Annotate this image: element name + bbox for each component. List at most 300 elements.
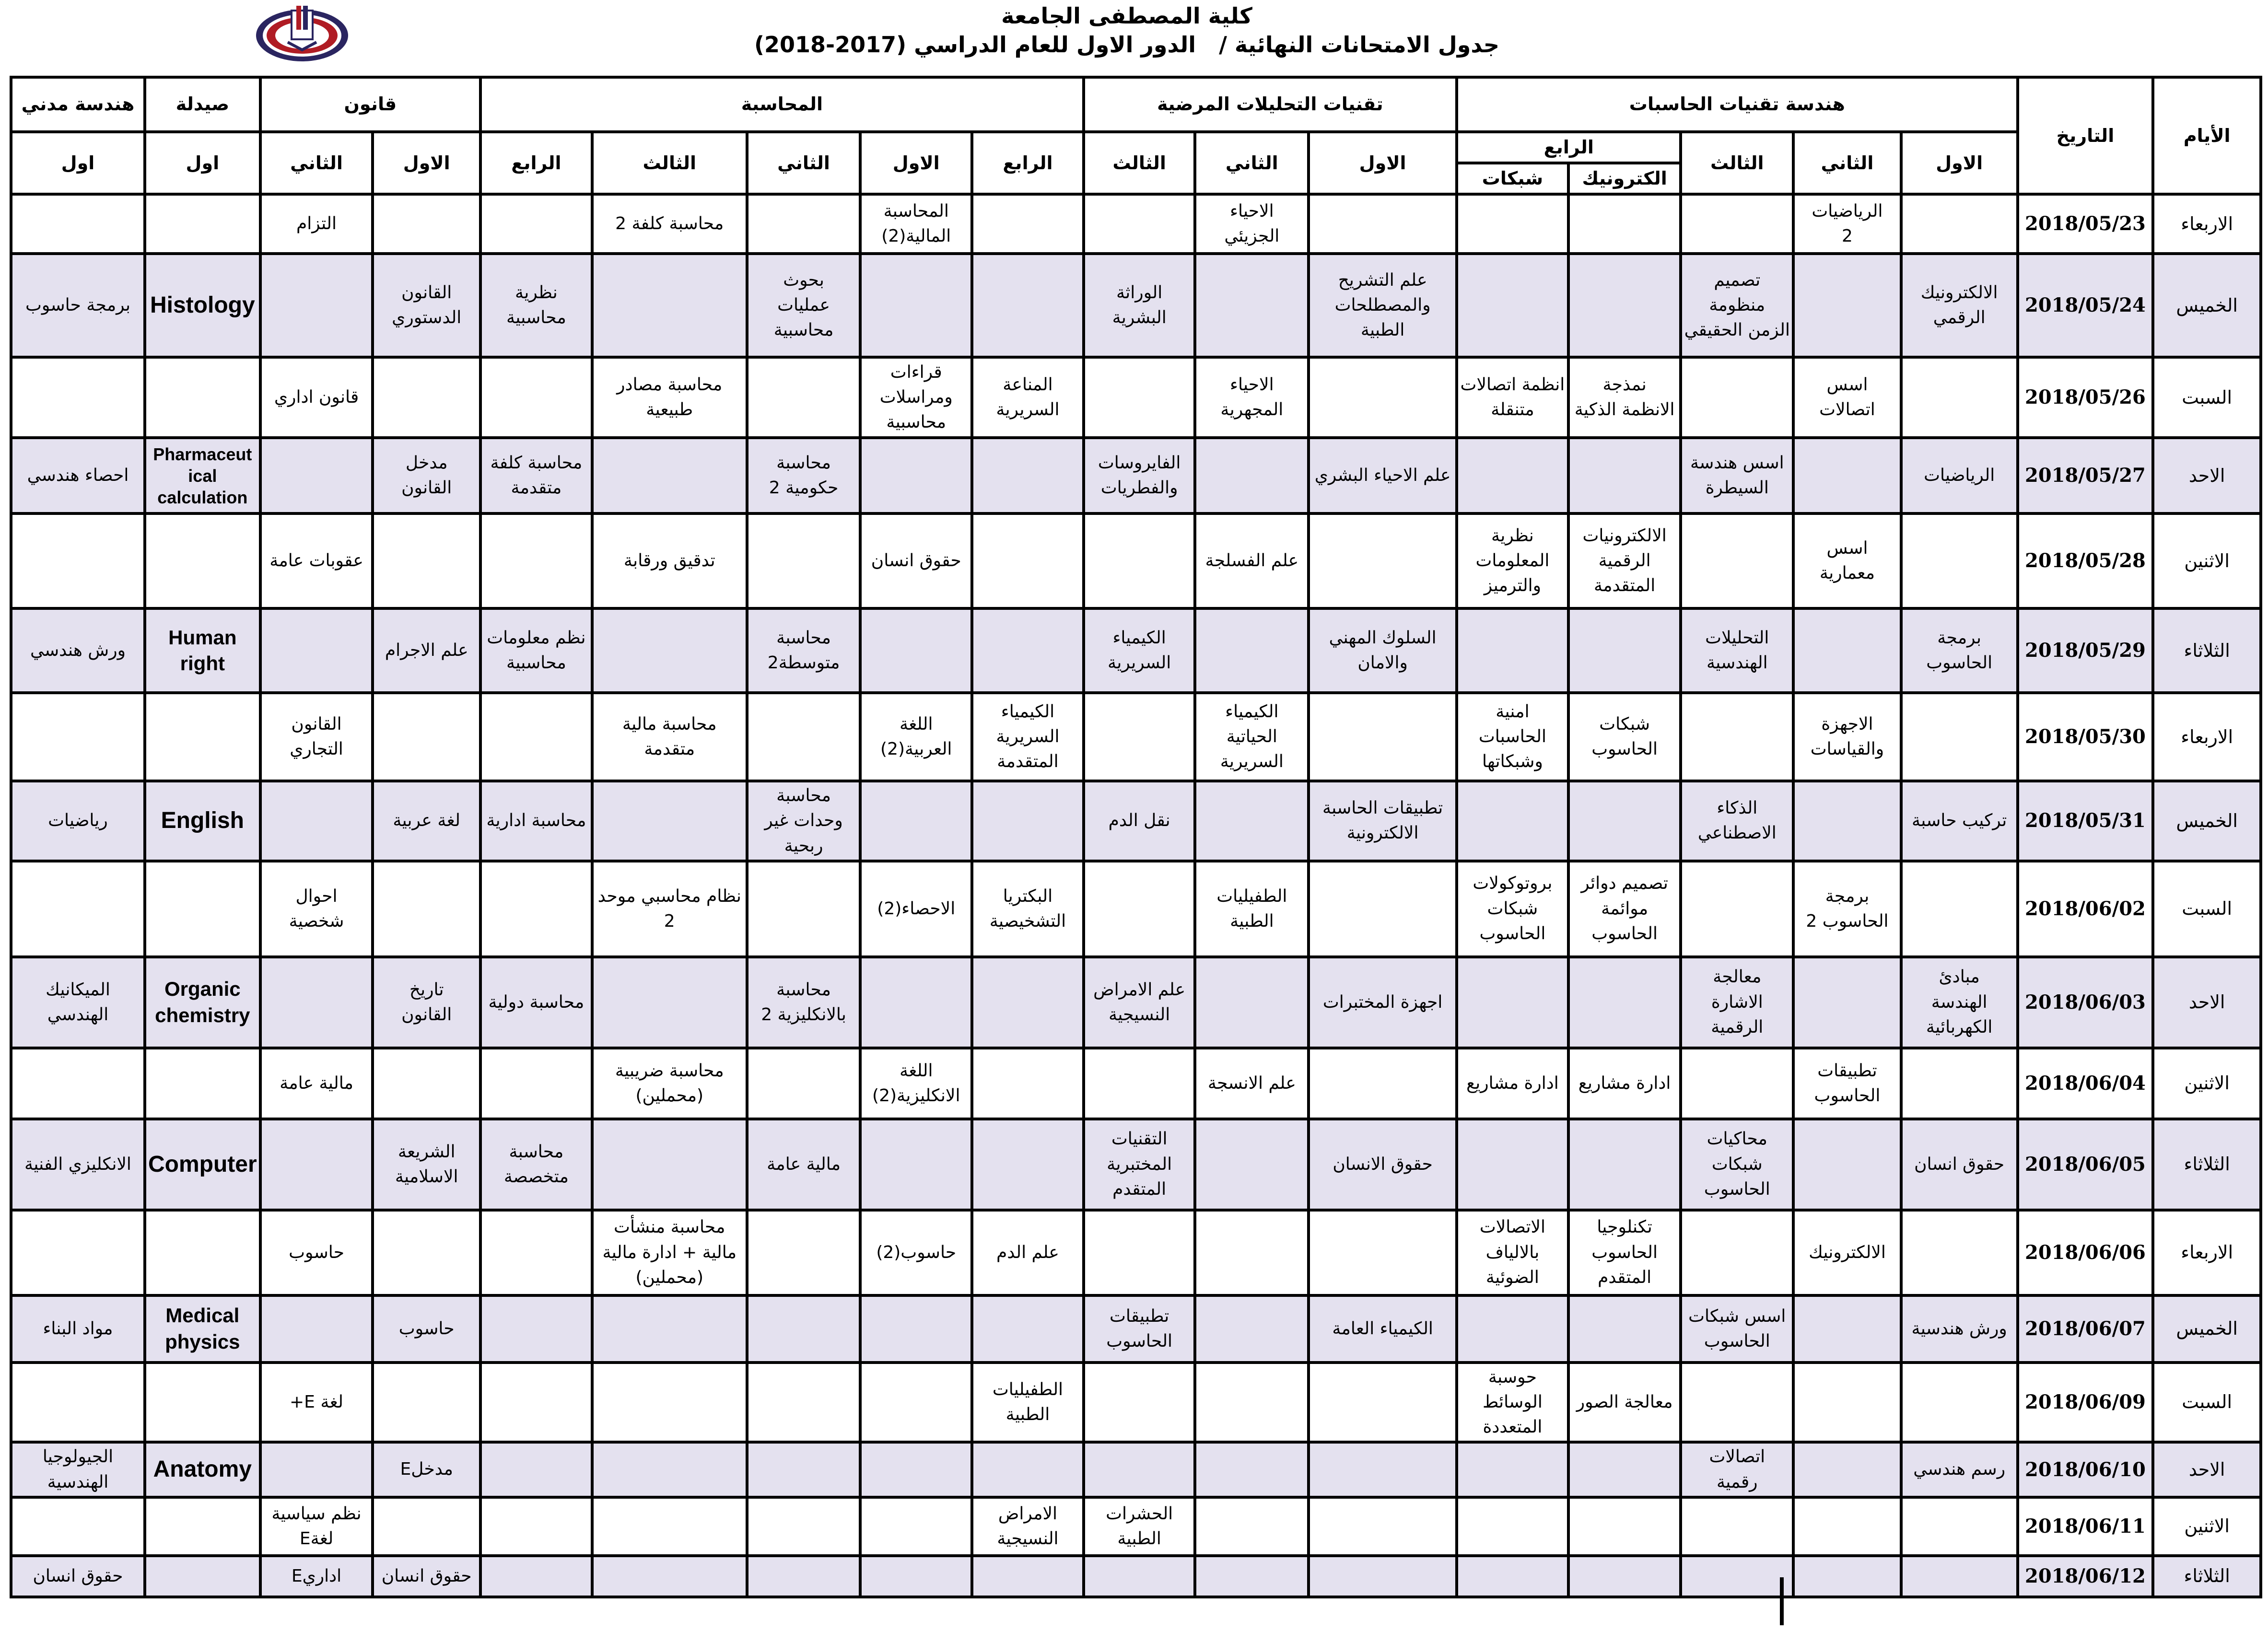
exam-subject-cell xyxy=(1084,513,1195,608)
exam-subject-cell xyxy=(480,861,592,957)
exam-subject-cell xyxy=(747,1210,861,1295)
exam-subject-cell: تركيب حاسبة xyxy=(1901,781,2018,861)
date-cell: 2018/06/02 xyxy=(2018,861,2153,957)
exam-subject-cell xyxy=(860,1363,972,1443)
exam-subject-cell xyxy=(1681,693,1793,781)
exam-subject-cell xyxy=(1457,1119,1568,1210)
exam-subject-cell xyxy=(1793,1497,1901,1556)
exam-subject-cell: Human right xyxy=(145,608,260,693)
table-row xyxy=(11,1497,2261,1556)
table-row xyxy=(11,357,2261,438)
stage-header: الثالث xyxy=(592,132,747,194)
exam-subject-cell: الميكانيك الهندسي xyxy=(11,957,145,1048)
exam-subject-cell xyxy=(860,1442,972,1497)
exam-subject-cell xyxy=(1901,1556,2018,1597)
exam-subject-cell xyxy=(1195,1442,1309,1497)
exam-subject-cell xyxy=(145,1497,260,1556)
table-row xyxy=(11,438,2261,513)
exam-subject-cell xyxy=(1195,1556,1309,1597)
date-column-header: التاريخ xyxy=(2018,77,2153,194)
exam-subject-cell xyxy=(1309,1442,1457,1497)
table-row xyxy=(11,1363,2261,1443)
exam-subject-cell: مالية عامة xyxy=(260,1048,373,1119)
exam-subject-cell: علم الدم xyxy=(972,1210,1084,1295)
exam-subject-cell xyxy=(747,194,861,254)
exam-subject-cell xyxy=(972,1556,1084,1597)
exam-subject-cell xyxy=(1457,781,1568,861)
exam-subject-cell xyxy=(1457,1295,1568,1363)
exam-subject-cell: مالية عامة xyxy=(747,1119,861,1210)
exam-subject-cell: علم التشريح والمصطلحات الطبية xyxy=(1309,254,1457,357)
exam-subject-cell xyxy=(1901,693,2018,781)
exam-subject-cell xyxy=(1901,357,2018,438)
exam-subject-cell xyxy=(1084,1210,1195,1295)
exam-subject-cell: حقوق الانسان xyxy=(1309,1119,1457,1210)
exam-subject-cell: الطفيليات الطبية xyxy=(972,1363,1084,1443)
exam-subject-cell: اسس هندسة السيطرة xyxy=(1681,438,1793,513)
exam-subject-cell: علم الاجرام xyxy=(373,608,480,693)
exam-subject-cell: تطبيقات الحاسوب xyxy=(1084,1295,1195,1363)
exam-subject-cell: تطبيقات الحاسوب xyxy=(1793,1048,1901,1119)
exam-subject-cell xyxy=(260,1295,373,1363)
exam-subject-cell: محاسبة متوسطة2 xyxy=(747,608,861,693)
exam-subject-cell: تاريخ القانون xyxy=(373,957,480,1048)
exam-subject-cell xyxy=(592,781,747,861)
date-cell: 2018/06/04 xyxy=(2018,1048,2153,1119)
exam-subject-cell xyxy=(1901,513,2018,608)
exam-subject-cell xyxy=(747,513,861,608)
college-logo-icon xyxy=(254,4,350,63)
exam-subject-cell xyxy=(1457,1497,1568,1556)
exam-subject-cell xyxy=(1568,957,1681,1048)
exam-subject-cell xyxy=(260,1119,373,1210)
exam-subject-cell: التحليلات الهندسية xyxy=(1681,608,1793,693)
exam-subject-cell xyxy=(972,1295,1084,1363)
exam-subject-cell: الالكترونيك الرقمي xyxy=(1901,254,2018,357)
exam-subject-cell: Medical physics xyxy=(145,1295,260,1363)
exam-subject-cell xyxy=(592,957,747,1048)
exam-subject-cell xyxy=(1793,1442,1901,1497)
day-cell: الثلاثاء xyxy=(2153,1119,2261,1210)
exam-subject-cell xyxy=(747,1442,861,1497)
table-row xyxy=(11,1295,2261,1363)
exam-subject-cell: علم الامراض النسيجية xyxy=(1084,957,1195,1048)
exam-subject-cell: تصميم دوائر موائمة الحاسوب xyxy=(1568,861,1681,957)
exam-subject-cell xyxy=(1309,1210,1457,1295)
dept-computer-engineering: هندسة تقنيات الحاسبات xyxy=(1457,77,2017,132)
exam-subject-cell xyxy=(1084,861,1195,957)
exam-subject-cell: الامراض النسيجية xyxy=(972,1497,1084,1556)
days-column-header: الأيام xyxy=(2153,77,2261,194)
exam-subject-cell xyxy=(1681,1497,1793,1556)
exam-subject-cell: اسس معمارية xyxy=(1793,513,1901,608)
date-cell: 2018/05/26 xyxy=(2018,357,2153,438)
date-cell: 2018/06/05 xyxy=(2018,1119,2153,1210)
exam-subject-cell xyxy=(373,861,480,957)
date-cell: 2018/06/06 xyxy=(2018,1210,2153,1295)
exam-subject-cell xyxy=(1681,357,1793,438)
exam-subject-cell: تصميم منظومة الزمن الحقيقي xyxy=(1681,254,1793,357)
exam-subject-cell xyxy=(860,1295,972,1363)
exam-subject-cell xyxy=(592,1556,747,1597)
day-cell: الخميس xyxy=(2153,254,2261,357)
exam-subject-cell xyxy=(373,1363,480,1443)
exam-subject-cell: علم الفسلجة xyxy=(1195,513,1309,608)
exam-subject-cell xyxy=(1901,1497,2018,1556)
exam-subject-cell: محاسبة كلفة 2 xyxy=(592,194,747,254)
exam-subject-cell: لغة عربية xyxy=(373,781,480,861)
exam-subject-cell: الطفيليات الطبية xyxy=(1195,861,1309,957)
exam-subject-cell xyxy=(972,1119,1084,1210)
branch-header-electronics: الكترونيك xyxy=(1568,163,1681,194)
exam-subject-cell xyxy=(11,357,145,438)
exam-subject-cell: اتصالات رقمية xyxy=(1681,1442,1793,1497)
exam-subject-cell xyxy=(145,861,260,957)
exam-subject-cell: نظام محاسبي موحد 2 xyxy=(592,861,747,957)
exam-subject-cell xyxy=(1195,438,1309,513)
exam-subject-cell: محاسبة حكومية 2 xyxy=(747,438,861,513)
exam-subject-cell xyxy=(592,254,747,357)
exam-subject-cell: شبكات الحاسوب xyxy=(1568,693,1681,781)
exam-subject-cell: عقوبات عامة xyxy=(260,513,373,608)
table-row xyxy=(11,254,2261,357)
exam-subject-cell: الاحياء الجزيئي xyxy=(1195,194,1309,254)
exam-subject-cell: السلوك المهني والامان xyxy=(1309,608,1457,693)
day-cell: الاثنين xyxy=(2153,513,2261,608)
date-cell: 2018/05/24 xyxy=(2018,254,2153,357)
exam-subject-cell: نظرية محاسبية xyxy=(480,254,592,357)
exam-subject-cell xyxy=(260,957,373,1048)
exam-subject-cell xyxy=(1793,1363,1901,1443)
exam-subject-cell xyxy=(11,693,145,781)
exam-subject-cell: القانون الدستوري xyxy=(373,254,480,357)
exam-subject-cell xyxy=(1309,1048,1457,1119)
exam-subject-cell xyxy=(480,1497,592,1556)
exam-subject-cell xyxy=(1309,861,1457,957)
exam-subject-cell xyxy=(1793,1556,1901,1597)
exam-subject-cell xyxy=(480,1210,592,1295)
college-name: كلية المصطفى الجامعة xyxy=(1001,3,1252,29)
exam-subject-cell xyxy=(747,1497,861,1556)
exam-subject-cell xyxy=(1084,1442,1195,1497)
exam-subject-cell xyxy=(1901,1048,2018,1119)
day-cell: الاربعاء xyxy=(2153,1210,2261,1295)
dept-accounting: المحاسبة xyxy=(480,77,1084,132)
exam-subject-cell xyxy=(972,438,1084,513)
stage-header: اول xyxy=(145,132,260,194)
exam-subject-cell: ادارة مشاريع xyxy=(1568,1048,1681,1119)
stage-header: الرابع xyxy=(972,132,1084,194)
day-cell: الاحد xyxy=(2153,957,2261,1048)
exam-subject-cell xyxy=(1457,608,1568,693)
exam-subject-cell: ورش هندسية xyxy=(1901,1295,2018,1363)
day-cell: الاحد xyxy=(2153,438,2261,513)
exam-subject-cell: الكيمياء العامة xyxy=(1309,1295,1457,1363)
exam-subject-cell xyxy=(1195,608,1309,693)
exam-subject-cell: تدقيق ورقابة xyxy=(592,513,747,608)
exam-subject-cell: الالكترونيك xyxy=(1793,1210,1901,1295)
exam-subject-cell xyxy=(1084,1556,1195,1597)
exam-subject-cell: معالجة الاشارة الرقمية xyxy=(1681,957,1793,1048)
exam-subject-cell xyxy=(480,1556,592,1597)
date-cell: 2018/05/29 xyxy=(2018,608,2153,693)
day-cell: الاحد xyxy=(2153,1442,2261,1497)
exam-subject-cell xyxy=(1457,194,1568,254)
exam-subject-cell: محاسبة منشأت مالية + ادارة مالية (محملين) xyxy=(592,1210,747,1295)
exam-subject-cell xyxy=(1681,1210,1793,1295)
exam-subject-cell: محاسبة ادارية xyxy=(480,781,592,861)
date-cell: 2018/06/09 xyxy=(2018,1363,2153,1443)
exam-subject-cell: علم الانسجة xyxy=(1195,1048,1309,1119)
day-cell: الاربعاء xyxy=(2153,194,2261,254)
exam-subject-cell xyxy=(11,1497,145,1556)
exam-subject-cell xyxy=(747,1556,861,1597)
exam-subject-cell xyxy=(1195,254,1309,357)
exam-subject-cell xyxy=(972,1048,1084,1119)
date-cell: 2018/06/12 xyxy=(2018,1556,2153,1597)
exam-subject-cell: اسس اتصالات xyxy=(1793,357,1901,438)
dept-law: قانون xyxy=(260,77,480,132)
exam-subject-cell: امنية الحاسبات وشبكاتها xyxy=(1457,693,1568,781)
exam-subject-cell xyxy=(747,1295,861,1363)
exam-subject-cell xyxy=(1793,1295,1901,1363)
exam-subject-cell: الكيمياء السريرية المتقدمة xyxy=(972,693,1084,781)
exam-subject-cell: المحاسبة المالية(2) xyxy=(860,194,972,254)
exam-subject-cell xyxy=(145,693,260,781)
exam-subject-cell xyxy=(1681,513,1793,608)
exam-subject-cell xyxy=(373,357,480,438)
exam-subject-cell: الاحصاء(2) xyxy=(860,861,972,957)
day-cell: الاثنين xyxy=(2153,1497,2261,1556)
stage-header: الثالث xyxy=(1681,132,1793,194)
exam-subject-cell: حقوق انسان xyxy=(860,513,972,608)
table-row xyxy=(11,781,2261,861)
table-row xyxy=(11,957,2261,1048)
stage-header: الثاني xyxy=(1195,132,1309,194)
exam-subject-cell xyxy=(1457,1556,1568,1597)
exam-subject-cell: نظم معلومات محاسبية xyxy=(480,608,592,693)
exam-subject-cell: محاسبة دولية xyxy=(480,957,592,1048)
exam-subject-cell xyxy=(1793,781,1901,861)
day-cell: السبت xyxy=(2153,357,2261,438)
exam-subject-cell xyxy=(480,1442,592,1497)
exam-subject-cell: الشريعة الاسلامية xyxy=(373,1119,480,1210)
exam-subject-cell xyxy=(1568,1295,1681,1363)
exam-subject-cell xyxy=(1309,357,1457,438)
exam-subject-cell: نظرية المعلومات والترميز xyxy=(1457,513,1568,608)
exam-subject-cell xyxy=(373,693,480,781)
exam-subject-cell xyxy=(145,1048,260,1119)
exam-subject-cell xyxy=(1568,438,1681,513)
exam-subject-cell: معالجة الصور xyxy=(1568,1363,1681,1443)
exam-subject-cell: ورش هندسي xyxy=(11,608,145,693)
exam-subject-cell xyxy=(11,1363,145,1443)
exam-subject-cell xyxy=(592,608,747,693)
divider-line xyxy=(1780,1577,1784,1625)
exam-subject-cell xyxy=(480,357,592,438)
exam-subject-cell xyxy=(1309,1556,1457,1597)
exam-subject-cell xyxy=(1568,254,1681,357)
stage-header: الاول xyxy=(1309,132,1457,194)
exam-subject-cell xyxy=(260,608,373,693)
exam-subject-cell xyxy=(972,781,1084,861)
table-row xyxy=(11,608,2261,693)
exam-subject-cell xyxy=(1084,357,1195,438)
exam-subject-cell xyxy=(145,513,260,608)
exam-subject-cell xyxy=(1681,1556,1793,1597)
exam-subject-cell: الجيولوجيا الهندسية xyxy=(11,1442,145,1497)
exam-subject-cell: الانكليزي الفنية xyxy=(11,1119,145,1210)
exam-subject-cell xyxy=(480,1363,592,1443)
exam-subject-cell xyxy=(1793,957,1901,1048)
exam-subject-cell xyxy=(1195,1295,1309,1363)
day-cell: السبت xyxy=(2153,1363,2261,1443)
exam-subject-cell: محاسبة مالية متقدمة xyxy=(592,693,747,781)
exam-subject-cell: محاسبة مصادر طبيعية xyxy=(592,357,747,438)
exam-subject-cell xyxy=(747,1048,861,1119)
exam-subject-cell: مواد البناء xyxy=(11,1295,145,1363)
exam-subject-cell xyxy=(1681,1363,1793,1443)
exam-subject-cell: البكتريا التشخيصية xyxy=(972,861,1084,957)
dept-pathology-analysis: تقنيات التحليلات المرضية xyxy=(1084,77,1457,132)
exam-subject-cell xyxy=(972,608,1084,693)
exam-subject-cell: ادارة مشاريع xyxy=(1457,1048,1568,1119)
date-cell: 2018/05/30 xyxy=(2018,693,2153,781)
exam-subject-cell: برمجة الحاسوب 2 xyxy=(1793,861,1901,957)
table-row xyxy=(11,1119,2261,1210)
exam-subject-cell: قراءات ومراسلات محاسبية xyxy=(860,357,972,438)
exam-schedule-table xyxy=(10,76,2262,1598)
exam-subject-cell xyxy=(1568,1497,1681,1556)
exam-subject-cell xyxy=(480,513,592,608)
exam-subject-cell xyxy=(1084,693,1195,781)
exam-subject-cell: مبادئ الهندسة الكهربائية xyxy=(1901,957,2018,1048)
date-cell: 2018/05/23 xyxy=(2018,194,2153,254)
date-cell: 2018/05/31 xyxy=(2018,781,2153,861)
exam-subject-cell: القانون التجاري xyxy=(260,693,373,781)
exam-subject-cell: الاتصالات بالالياف الضوئية xyxy=(1457,1210,1568,1295)
exam-subject-cell xyxy=(972,1442,1084,1497)
exam-subject-cell: تكنلوجيا الحاسوب المتقدم xyxy=(1568,1210,1681,1295)
exam-subject-cell xyxy=(860,254,972,357)
exam-subject-cell: قانون اداري xyxy=(260,357,373,438)
table-row xyxy=(11,513,2261,608)
exam-subject-cell xyxy=(1084,194,1195,254)
stage-header: الاول xyxy=(1901,132,2018,194)
exam-subject-cell: محاكيات شبكات الحاسوب xyxy=(1681,1119,1793,1210)
exam-subject-cell: برمجة حاسوب xyxy=(11,254,145,357)
dept-pharmacy: صيدلة xyxy=(145,77,260,132)
exam-subject-cell xyxy=(972,957,1084,1048)
exam-subject-cell xyxy=(860,1556,972,1597)
exam-subject-cell xyxy=(860,438,972,513)
exam-subject-cell: رياضيات xyxy=(11,781,145,861)
exam-subject-cell: اجهزة المختبرات xyxy=(1309,957,1457,1048)
exam-subject-cell: Histology xyxy=(145,254,260,357)
exam-subject-cell: حقوق انسان xyxy=(373,1556,480,1597)
exam-subject-cell xyxy=(373,513,480,608)
dept-civil-engineering: هندسة مدني xyxy=(11,77,145,132)
stage-header: اول xyxy=(11,132,145,194)
exam-subject-cell: علم الاحياء البشري xyxy=(1309,438,1457,513)
exam-subject-cell xyxy=(1309,513,1457,608)
exam-subject-cell xyxy=(260,781,373,861)
exam-subject-cell: نقل الدم xyxy=(1084,781,1195,861)
exam-subject-cell: اسس شبكات الحاسوب xyxy=(1681,1295,1793,1363)
exam-subject-cell xyxy=(145,1210,260,1295)
exam-subject-cell: بحوث عمليات محاسبية xyxy=(747,254,861,357)
exam-subject-cell: الاجهزة والقياسات xyxy=(1793,693,1901,781)
exam-subject-cell: Computer xyxy=(145,1119,260,1210)
exam-subject-cell: الكيمياء السريرية xyxy=(1084,608,1195,693)
exam-subject-cell xyxy=(1901,861,2018,957)
exam-subject-cell xyxy=(592,1442,747,1497)
exam-subject-cell: الحشرات الطبية xyxy=(1084,1497,1195,1556)
exam-subject-cell: بروتوكولات شبكات الحاسوب xyxy=(1457,861,1568,957)
exam-subject-cell: لغة E+ xyxy=(260,1363,373,1443)
exam-subject-cell xyxy=(972,254,1084,357)
exam-subject-cell xyxy=(1793,438,1901,513)
day-cell: الاثنين xyxy=(2153,1048,2261,1119)
exam-subject-cell: الذكاء الاصطناعي xyxy=(1681,781,1793,861)
exam-subject-cell: احصاء هندسي xyxy=(11,438,145,513)
exam-subject-cell: انظمة اتصالات متنقلة xyxy=(1457,357,1568,438)
date-cell: 2018/05/27 xyxy=(2018,438,2153,513)
stage-header: الثاني xyxy=(747,132,861,194)
day-cell: الاربعاء xyxy=(2153,693,2261,781)
table-row xyxy=(11,1210,2261,1295)
exam-subject-cell xyxy=(11,513,145,608)
page-header xyxy=(0,0,2268,72)
exam-subject-cell: Pharmaceut ical calculation xyxy=(145,438,260,513)
exam-subject-cell xyxy=(373,1048,480,1119)
exam-subject-cell: مدخلE xyxy=(373,1442,480,1497)
exam-subject-cell xyxy=(860,957,972,1048)
exam-subject-cell: الوراثة البشرية xyxy=(1084,254,1195,357)
exam-subject-cell xyxy=(260,1442,373,1497)
exam-subject-cell xyxy=(1457,254,1568,357)
exam-subject-cell xyxy=(747,693,861,781)
exam-subject-cell xyxy=(592,1295,747,1363)
date-cell: 2018/06/07 xyxy=(2018,1295,2153,1363)
exam-subject-cell xyxy=(860,781,972,861)
exam-subject-cell xyxy=(860,1119,972,1210)
exam-subject-cell: التزام xyxy=(260,194,373,254)
exam-subject-cell xyxy=(1568,608,1681,693)
exam-subject-cell xyxy=(11,861,145,957)
day-cell: الخميس xyxy=(2153,781,2261,861)
table-header xyxy=(11,77,2261,194)
branch-header-networks: شبكات xyxy=(1457,163,1568,194)
exam-subject-cell xyxy=(860,608,972,693)
exam-subject-cell: الاحياء المجهرية xyxy=(1195,357,1309,438)
exam-subject-cell: محاسبة متخصصة xyxy=(480,1119,592,1210)
exam-subject-cell xyxy=(1084,1048,1195,1119)
exam-subject-cell: برمجة الحاسوب xyxy=(1901,608,2018,693)
exam-subject-cell xyxy=(592,1119,747,1210)
exam-subject-cell: نظم سياسية لغةE xyxy=(260,1497,373,1556)
exam-subject-cell xyxy=(1901,1363,2018,1443)
exam-subject-cell: حاسوب xyxy=(260,1210,373,1295)
exam-subject-cell xyxy=(1195,1119,1309,1210)
exam-subject-cell xyxy=(11,1210,145,1295)
exam-subject-cell xyxy=(145,1363,260,1443)
date-cell: 2018/06/03 xyxy=(2018,957,2153,1048)
exam-subject-cell: محاسبة كلفة متقدمة xyxy=(480,438,592,513)
exam-subject-cell: محاسبة بالانكليزية 2 xyxy=(747,957,861,1048)
exam-subject-cell: تطبيقات الحاسبة الالكترونية xyxy=(1309,781,1457,861)
exam-subject-cell xyxy=(1309,1363,1457,1443)
